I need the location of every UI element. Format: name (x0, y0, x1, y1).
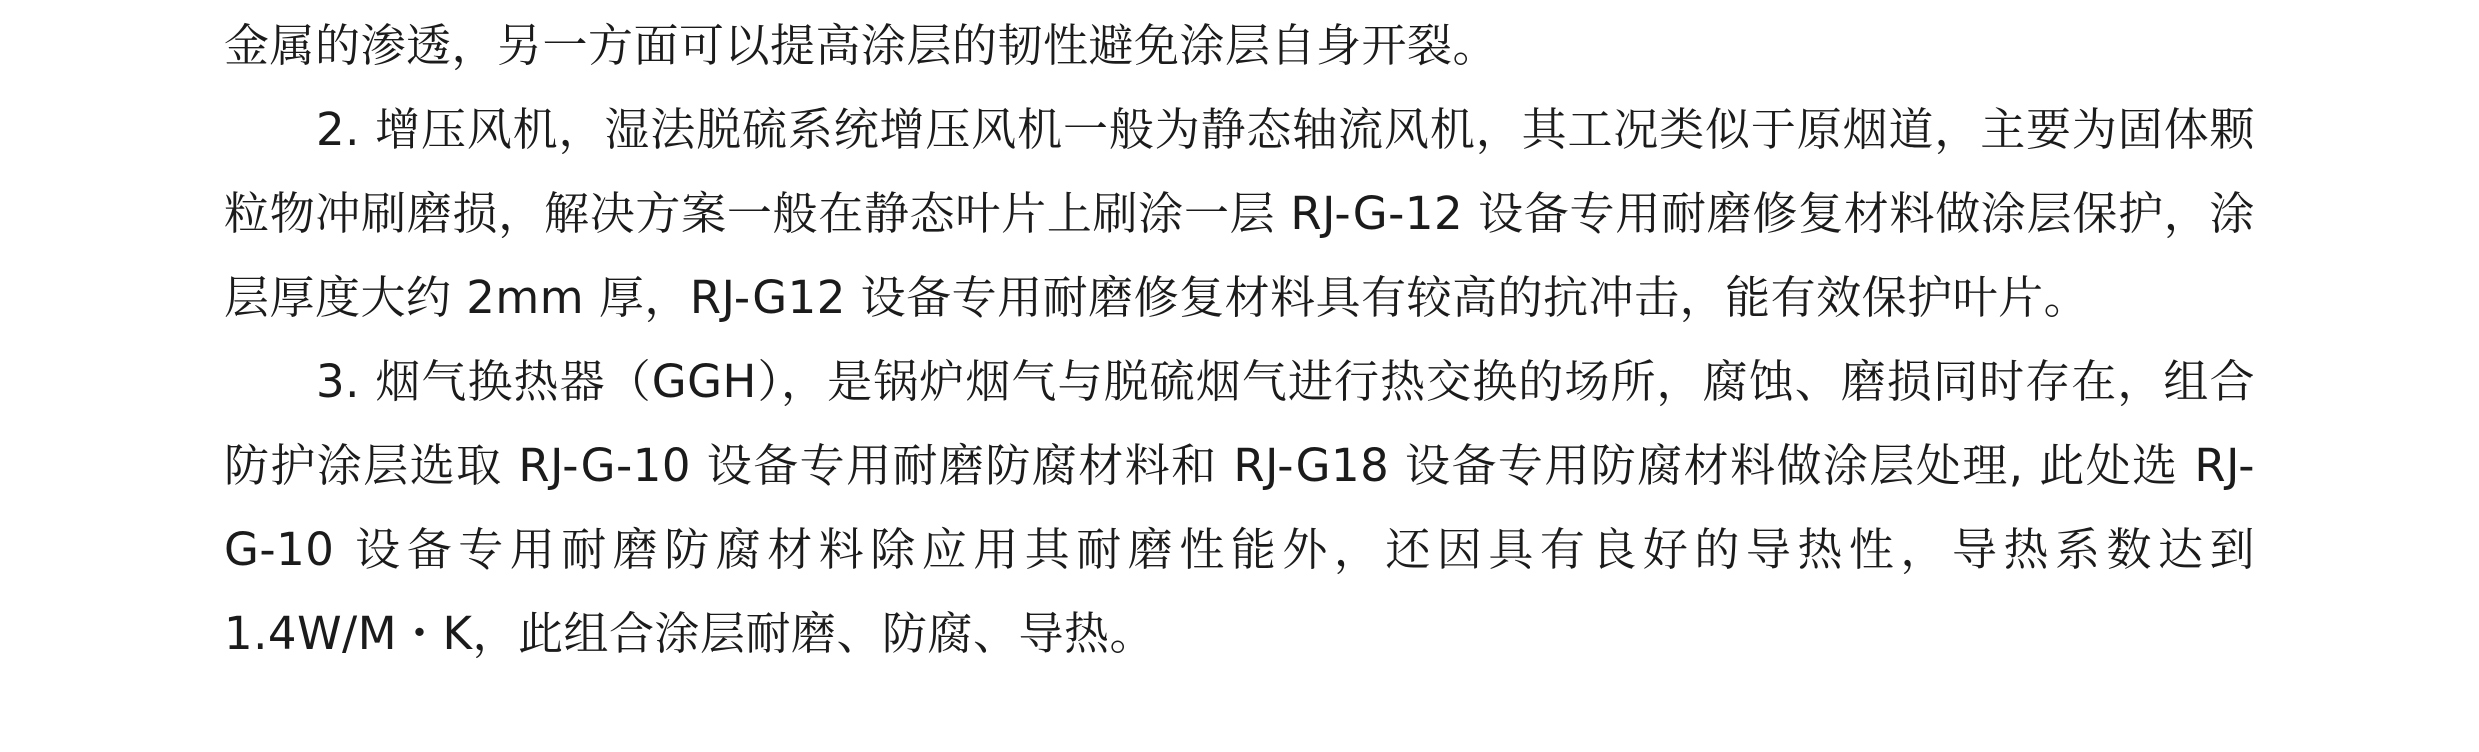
paragraph-continuation: 金属的渗透，另一方面可以提高涂层的韧性避免涂层自身开裂。 (224, 19, 1499, 72)
paragraph-item-3: 3. 烟气换热器（GGH），是锅炉烟气与脱硫烟气进行热交换的场所，腐蚀、磨损同时存在，组合防护涂层选取 RJ-G-10 设备专用耐磨防腐材料和 RJ-G18 设备专用防腐材料做涂层处理, 此处选 RJ-G-10 设备专用耐磨防腐材料除应用其耐磨性能外，还因具有良好的导热性，导热系数达到 1.4W/M・K，此组合涂层耐磨、防腐、导热。 (224, 355, 2255, 660)
paragraph-item-2: 2. 增压风机，湿法脱硫系统增压风机一般为静态轴流风机，其工况类似于原烟道，主要为固体颗粒物冲刷磨损，解决方案一般在静态叶片上刷涂一层 RJ-G-12 设备专用耐磨修复材料做涂层保护，涂层厚度大约 2mm 厚，RJ-G12 设备专用耐磨修复材料具有较高的抗冲击，能有效保护叶片。 (224, 103, 2255, 324)
document-text-body (224, 0, 2255, 676)
